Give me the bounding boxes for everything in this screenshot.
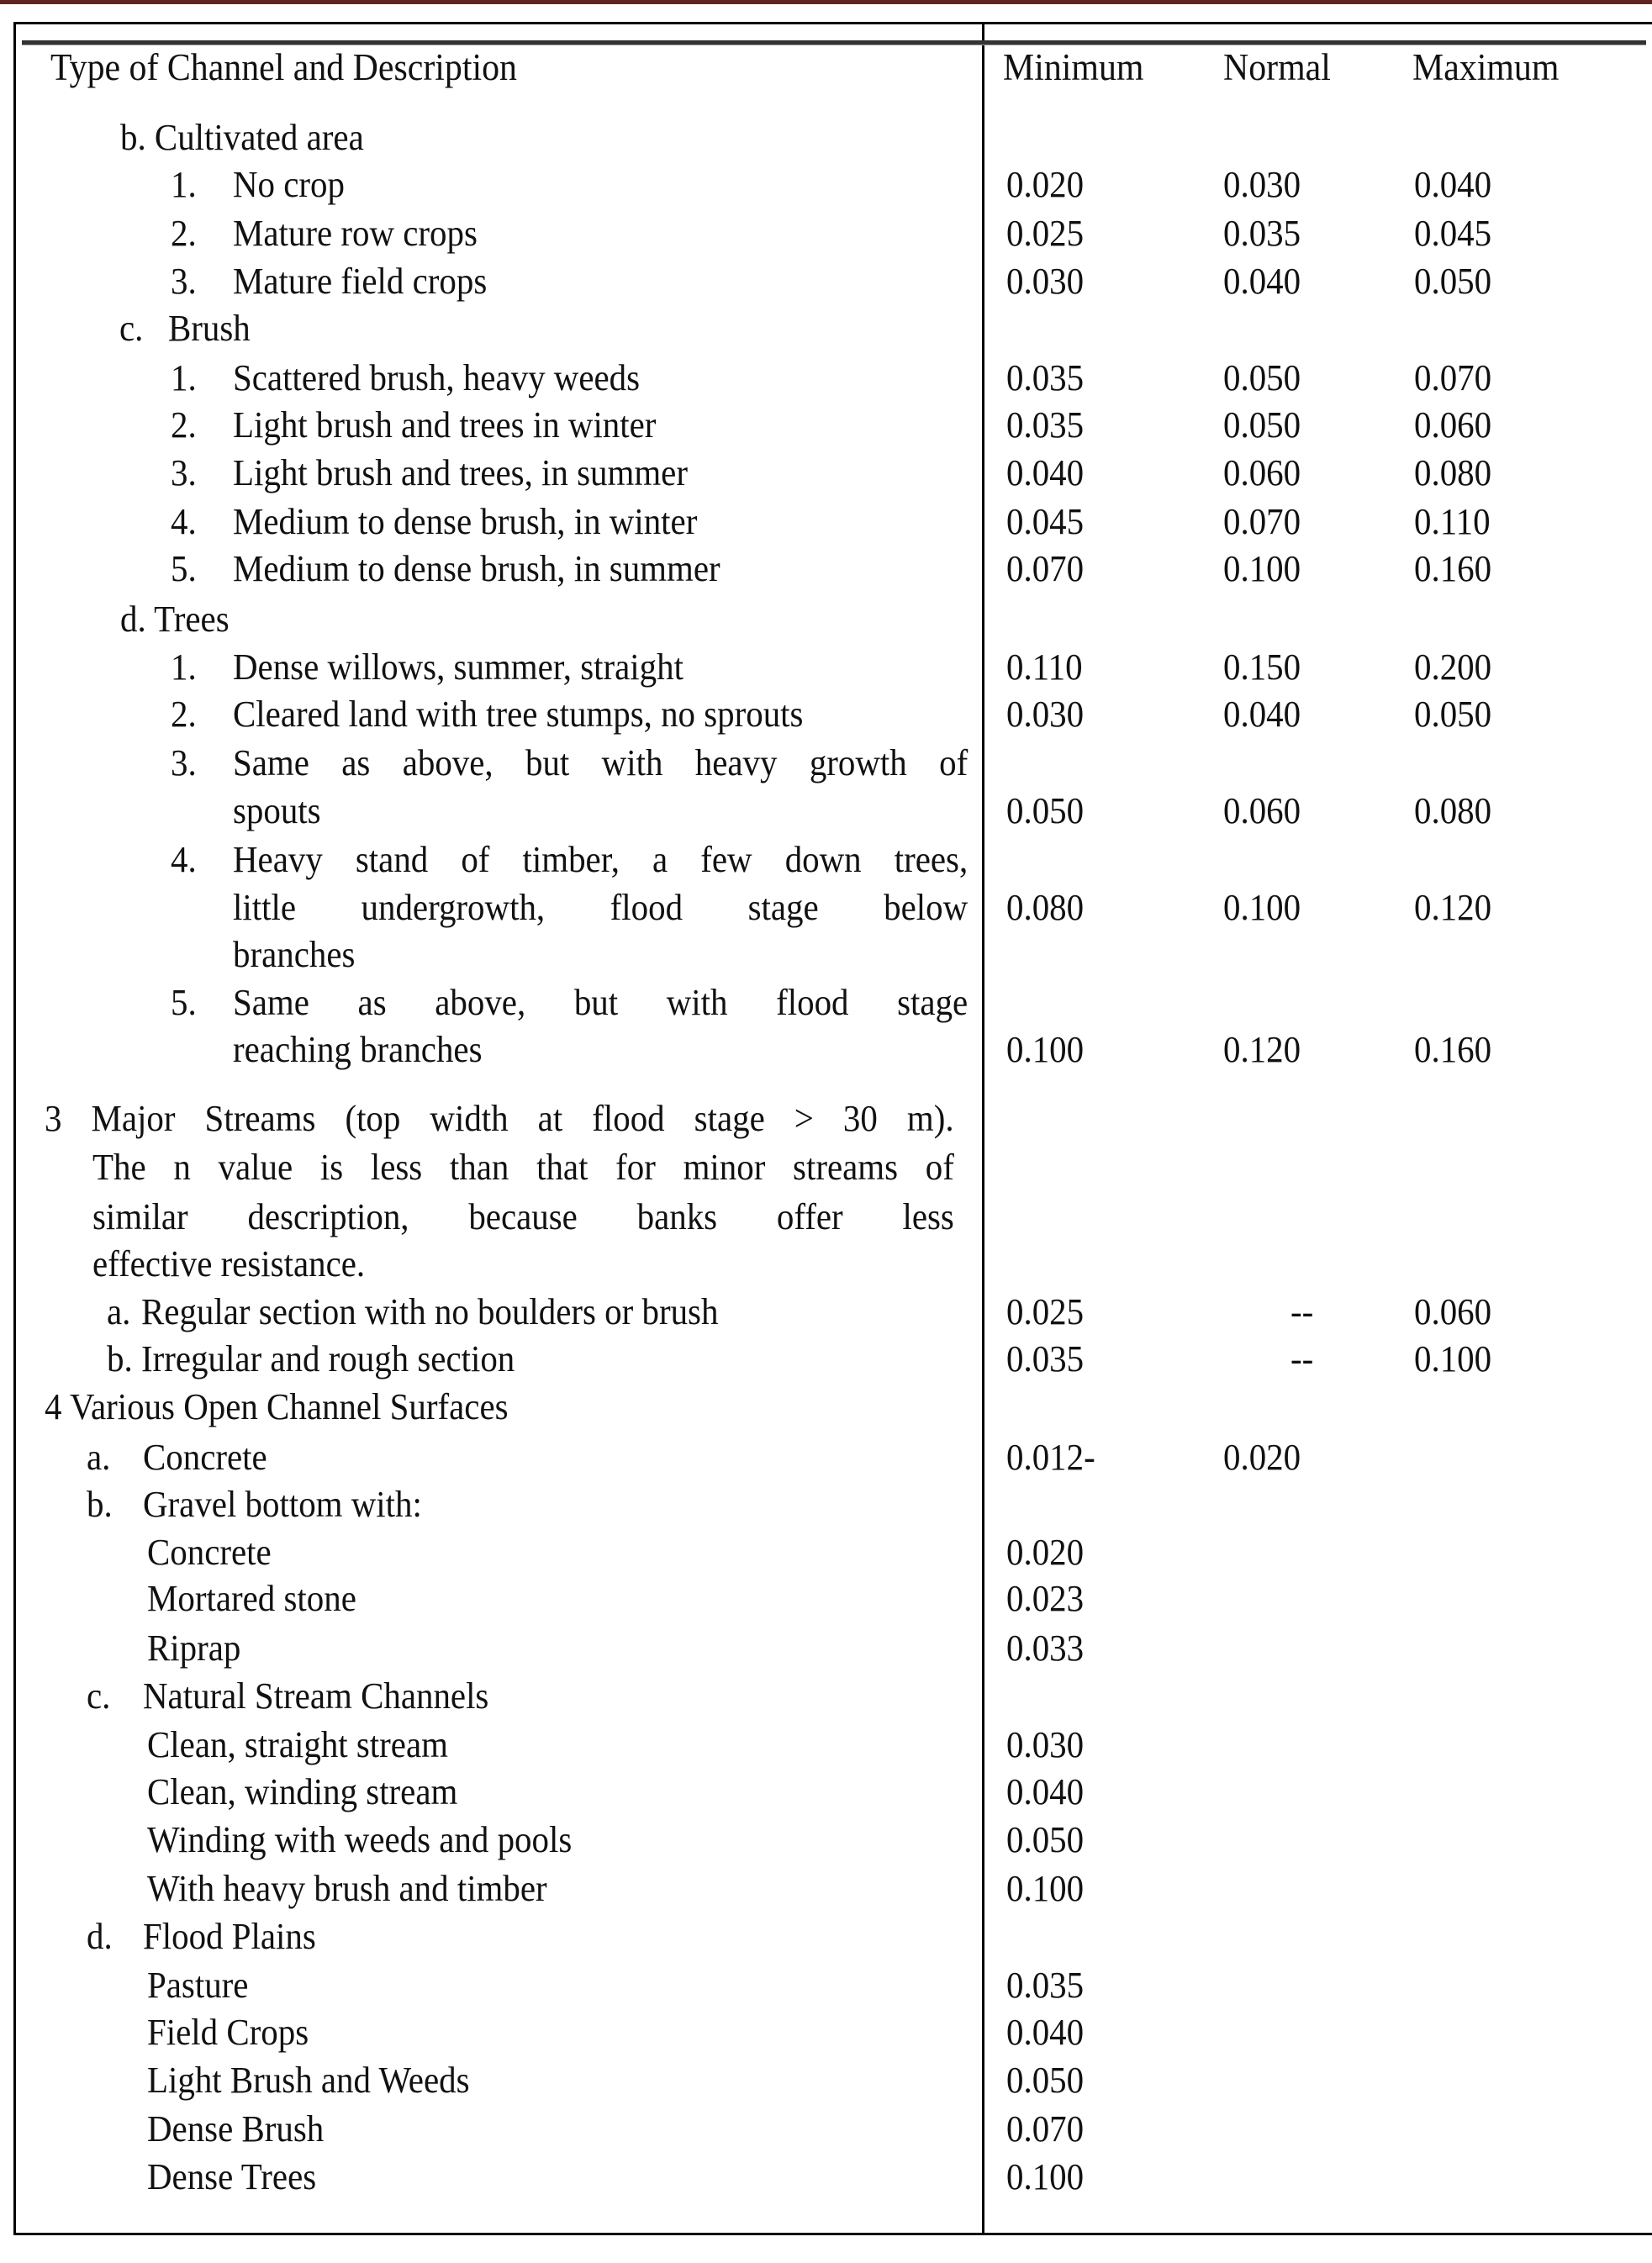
value-maximum: 0.120 [1414, 887, 1492, 928]
row-description-line: reaching branches [233, 1029, 483, 1070]
column-divider [982, 22, 984, 2235]
value-normal: 0.120 [1223, 1029, 1301, 1070]
row-description: Clean, winding stream [147, 1771, 458, 1812]
value-minimum: 0.050 [1006, 1819, 1085, 1860]
value-minimum: 0.080 [1006, 887, 1085, 928]
major-streams-line: 3 Major Streams (top width at flood stage > 30 m). [45, 1098, 954, 1139]
row-description: Concrete [147, 1532, 272, 1573]
row-number: 2. [171, 694, 197, 735]
value-minimum: 0.020 [1006, 1532, 1085, 1573]
major-streams-line: effective resistance. [92, 1243, 366, 1284]
row-number: 2. [171, 213, 197, 254]
row-number: 5. [171, 982, 197, 1023]
value-normal: 0.035 [1223, 213, 1301, 254]
row-description: Field Crops [147, 2012, 309, 2053]
row-number: 3. [171, 261, 197, 302]
section-trees: d. Trees [120, 599, 230, 640]
row-description: Clean, straight stream [147, 1724, 448, 1765]
row-description: Riprap [147, 1627, 241, 1669]
value-maximum: 0.045 [1414, 213, 1492, 254]
row-description: Dense Brush [147, 2108, 325, 2150]
value-minimum: 0.040 [1006, 2012, 1085, 2053]
value-normal: 0.060 [1223, 790, 1301, 831]
value-minimum: 0.025 [1006, 1291, 1085, 1332]
header-minimum: Minimum [1003, 46, 1144, 88]
row-description: Mortared stone [147, 1578, 356, 1619]
value-minimum: 0.012- [1006, 1437, 1095, 1478]
row-description-line: branches [233, 934, 356, 975]
value-normal: 0.060 [1223, 452, 1301, 493]
row-description: Dense willows, summer, straight [233, 646, 683, 688]
row-description: Mature row crops [233, 213, 478, 254]
row-description: Dense Trees [147, 2156, 317, 2197]
value-maximum: 0.110 [1414, 501, 1491, 542]
top-accent-bar [0, 0, 1652, 4]
value-normal: 0.070 [1223, 501, 1301, 542]
row-number: b. [107, 1338, 133, 1379]
row-description: Light brush and trees in winter [233, 404, 657, 446]
row-description-line: Same as above, but with heavy growth of [233, 742, 969, 783]
row-number: 2. [171, 404, 197, 446]
value-minimum: 0.035 [1006, 1965, 1085, 2006]
row-number: 5. [171, 548, 197, 589]
header-description: Type of Channel and Description [50, 46, 517, 88]
subsection-natural-label: c. [87, 1675, 111, 1717]
row-description: Cleared land with tree stumps, no sprouts [233, 694, 804, 735]
row-description: With heavy brush and timber [147, 1868, 547, 1909]
row-description: Regular section with no boulders or brush [141, 1291, 719, 1332]
value-minimum: 0.020 [1006, 164, 1085, 205]
subsection-gravel-label: b. [87, 1484, 113, 1525]
header-maximum: Maximum [1412, 46, 1560, 88]
row-number: 4. [171, 501, 197, 542]
row-description-line: spouts [233, 790, 321, 831]
value-maximum: 0.040 [1414, 164, 1492, 205]
value-maximum: 0.200 [1414, 646, 1492, 688]
value-minimum: 0.100 [1006, 1868, 1085, 1909]
value-minimum: 0.025 [1006, 213, 1085, 254]
value-minimum: 0.070 [1006, 2108, 1085, 2150]
value-minimum: 0.050 [1006, 2060, 1085, 2101]
row-description-line: Same as above, but with flood stage [233, 982, 969, 1023]
section-brush: Brush [168, 308, 251, 349]
subsection-natural: Natural Stream Channels [143, 1675, 489, 1717]
value-normal: -- [1290, 1338, 1314, 1379]
value-maximum: 0.050 [1414, 261, 1492, 302]
row-number: 3. [171, 742, 197, 783]
value-minimum: 0.030 [1006, 261, 1085, 302]
value-minimum: 0.035 [1006, 357, 1085, 398]
row-description: Concrete [143, 1437, 267, 1478]
subsection-gravel: Gravel bottom with: [143, 1484, 422, 1525]
major-streams-line: The n value is less than that for minor streams of [92, 1147, 954, 1188]
value-minimum: 0.100 [1006, 1029, 1085, 1070]
subsection-flood-label: d. [87, 1916, 113, 1957]
section-cultivated-area: b. Cultivated area [120, 117, 364, 158]
value-maximum: 0.080 [1414, 452, 1492, 493]
value-maximum: 0.060 [1414, 404, 1492, 446]
value-normal: 0.030 [1223, 164, 1301, 205]
row-number: a. [107, 1291, 131, 1332]
value-normal: 0.050 [1223, 357, 1301, 398]
value-minimum: 0.040 [1006, 1771, 1085, 1812]
section-brush-label: c. [119, 308, 144, 349]
subsection-flood-plains: Flood Plains [143, 1916, 316, 1957]
value-normal: 0.020 [1223, 1437, 1301, 1478]
value-minimum: 0.035 [1006, 1338, 1085, 1379]
value-normal: 0.150 [1223, 646, 1301, 688]
row-number: 3. [171, 452, 197, 493]
row-number: a. [87, 1437, 111, 1478]
value-maximum: 0.160 [1414, 1029, 1492, 1070]
row-number: 1. [171, 164, 197, 205]
value-maximum: 0.160 [1414, 548, 1492, 589]
value-minimum: 0.030 [1006, 694, 1085, 735]
row-number: 4. [171, 839, 197, 880]
value-normal: 0.040 [1223, 261, 1301, 302]
row-description: No crop [233, 164, 345, 205]
value-minimum: 0.040 [1006, 452, 1085, 493]
value-normal: -- [1290, 1291, 1314, 1332]
row-description: Medium to dense brush, in summer [233, 548, 720, 589]
value-minimum: 0.023 [1006, 1578, 1085, 1619]
row-description: Scattered brush, heavy weeds [233, 357, 641, 398]
row-description: Light brush and trees, in summer [233, 452, 688, 493]
value-minimum: 0.045 [1006, 501, 1085, 542]
row-number: 1. [171, 646, 197, 688]
value-minimum: 0.035 [1006, 404, 1085, 446]
value-normal: 0.100 [1223, 887, 1301, 928]
value-normal: 0.040 [1223, 694, 1301, 735]
section-open-channel: 4 Various Open Channel Surfaces [45, 1386, 509, 1427]
major-streams-line: similar description, because banks offer less [92, 1196, 954, 1237]
value-maximum: 0.050 [1414, 694, 1492, 735]
row-description: Irregular and rough section [141, 1338, 515, 1379]
row-description: Medium to dense brush, in winter [233, 501, 698, 542]
value-maximum: 0.100 [1414, 1338, 1492, 1379]
header-normal: Normal [1223, 46, 1331, 88]
value-minimum: 0.033 [1006, 1627, 1085, 1669]
value-minimum: 0.110 [1006, 646, 1083, 688]
row-description-line: little undergrowth, flood stage below [233, 887, 969, 928]
row-description-line: Heavy stand of timber, a few down trees, [233, 839, 969, 880]
value-normal: 0.050 [1223, 404, 1301, 446]
value-minimum: 0.100 [1006, 2156, 1085, 2197]
row-number: 1. [171, 357, 197, 398]
value-maximum: 0.070 [1414, 357, 1492, 398]
row-description: Mature field crops [233, 261, 488, 302]
row-description: Light Brush and Weeds [147, 2060, 470, 2101]
value-normal: 0.100 [1223, 548, 1301, 589]
value-maximum: 0.060 [1414, 1291, 1492, 1332]
row-description: Winding with weeds and pools [147, 1819, 573, 1860]
value-minimum: 0.070 [1006, 548, 1085, 589]
value-minimum: 0.030 [1006, 1724, 1085, 1765]
value-minimum: 0.050 [1006, 790, 1085, 831]
row-description: Pasture [147, 1965, 249, 2006]
value-maximum: 0.080 [1414, 790, 1492, 831]
